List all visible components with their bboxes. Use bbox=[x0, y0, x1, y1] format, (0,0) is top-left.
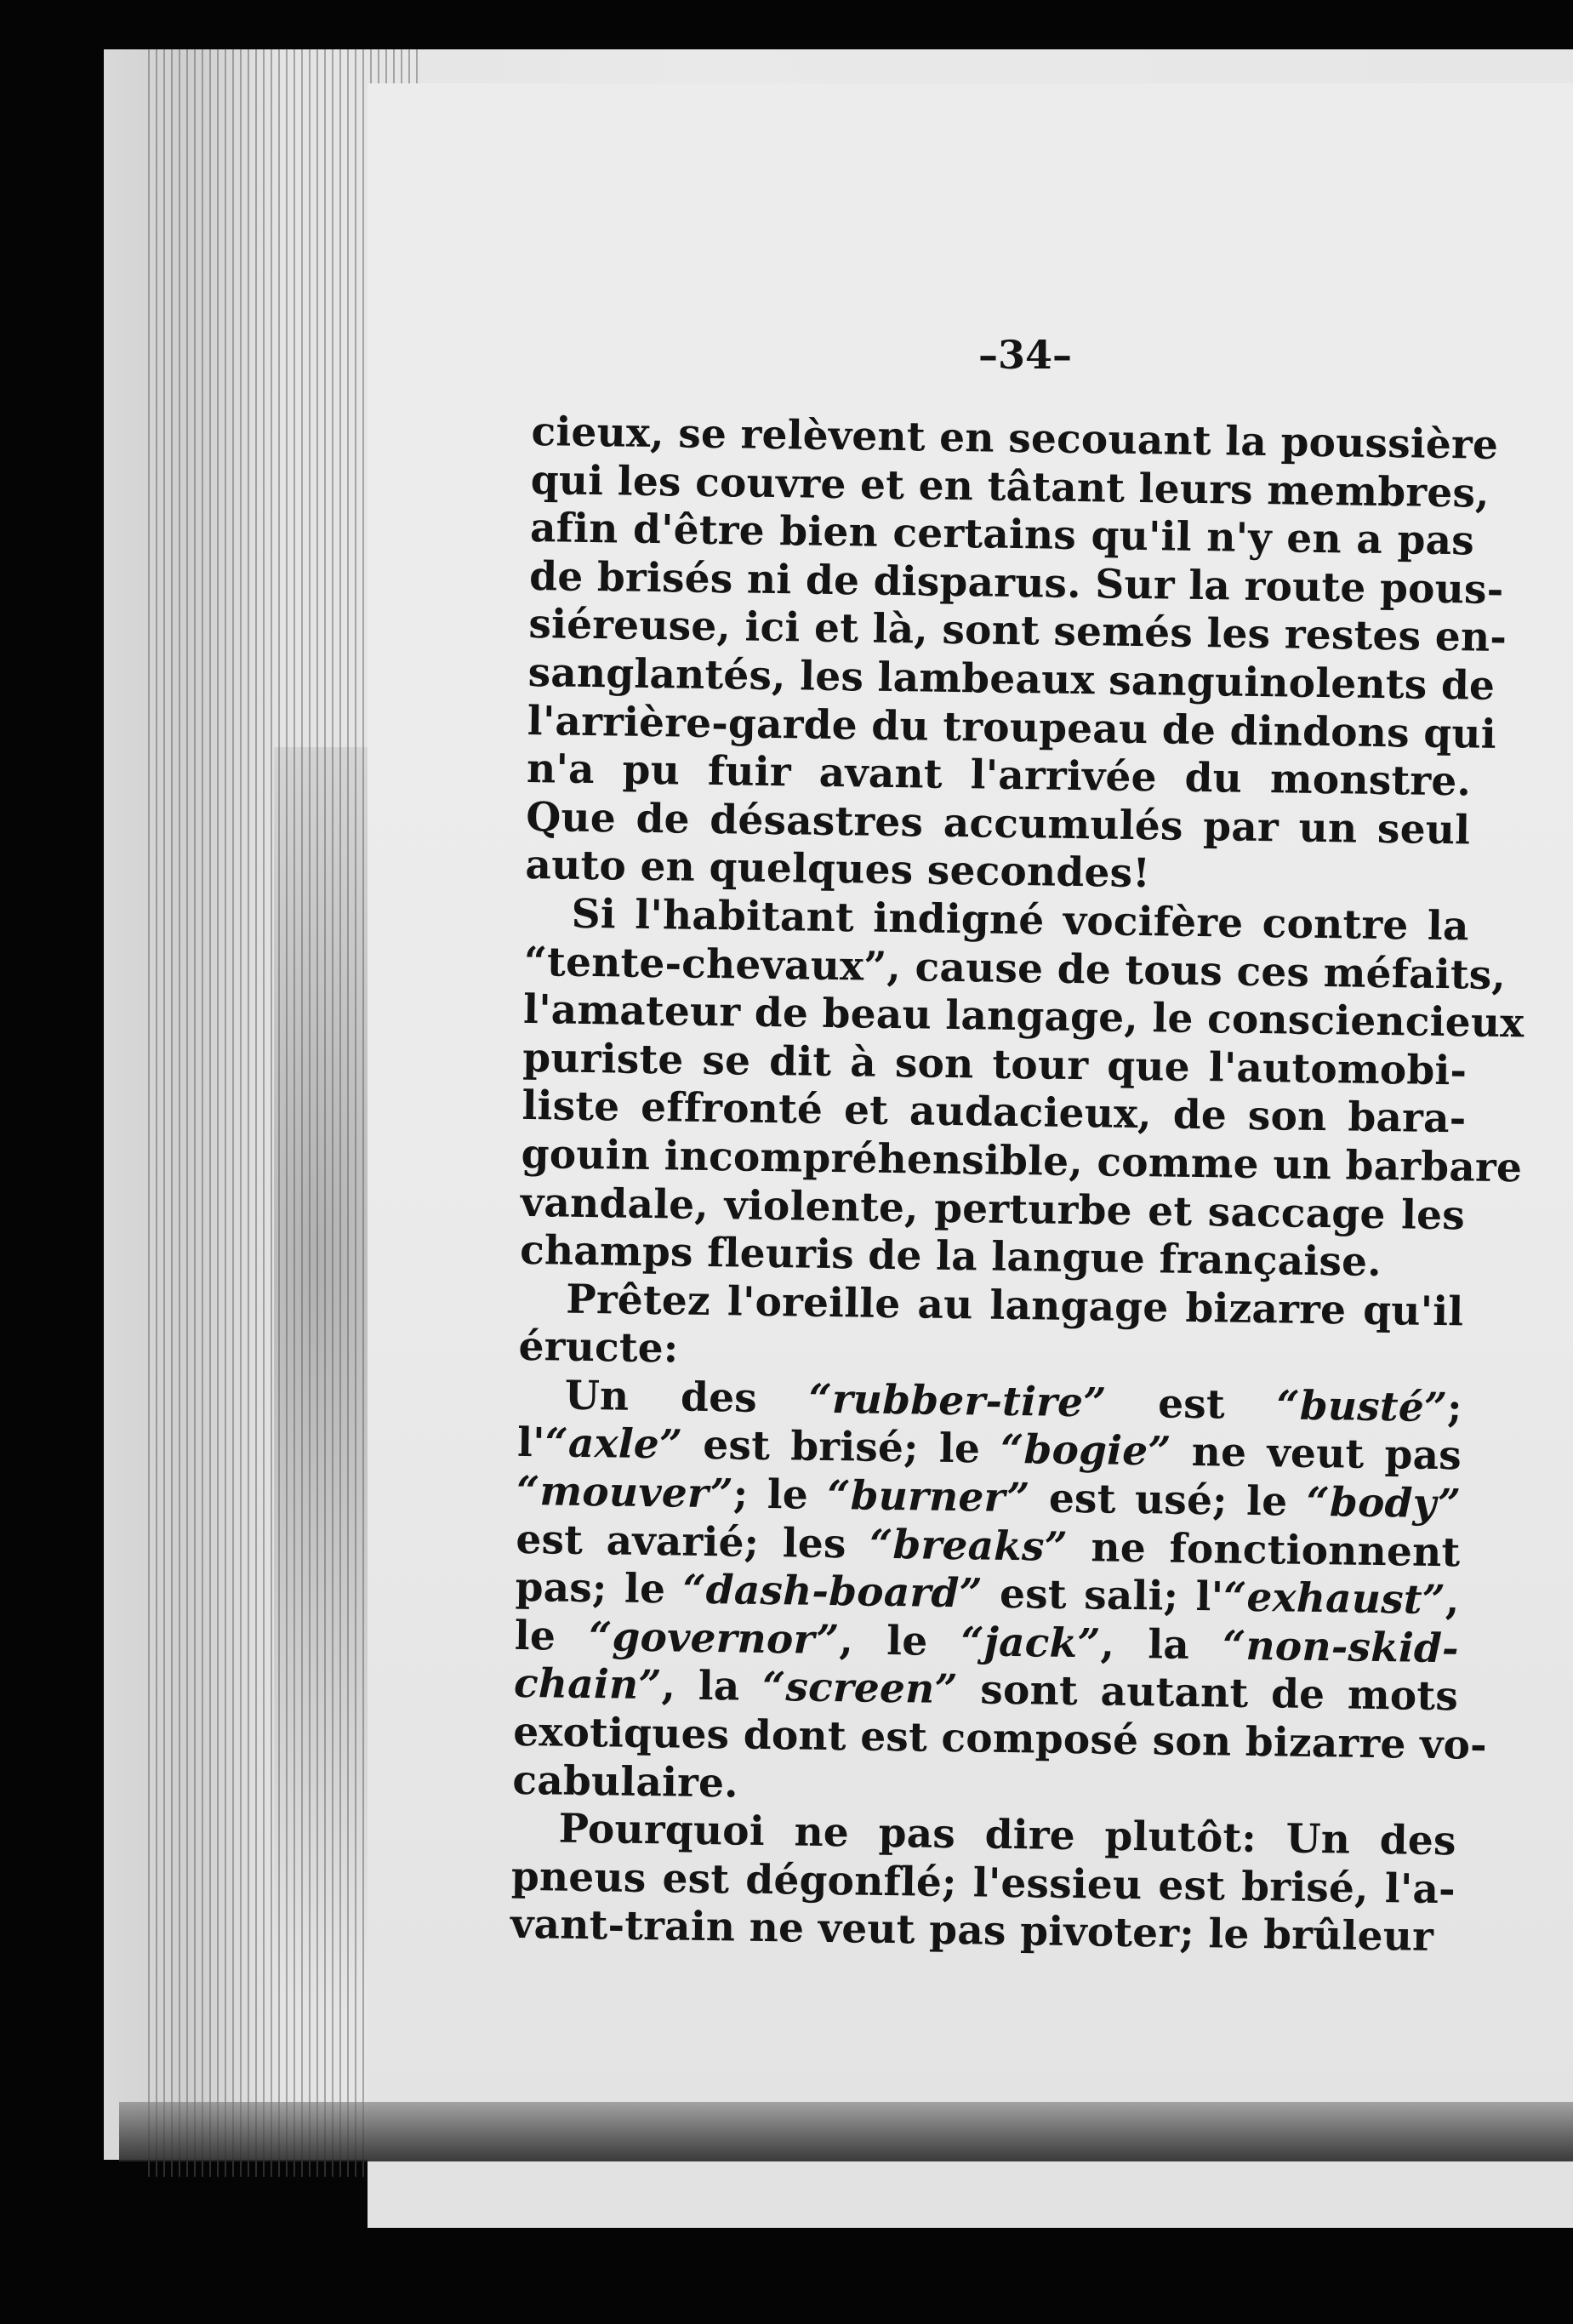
text-line: l'arrière-garde du troupeau de dindons qui bbox=[527, 697, 1497, 758]
text-run: cabulaire. bbox=[512, 1756, 739, 1807]
text-line: liste effronté et audacieux, de son bara- bbox=[521, 1082, 1467, 1143]
italic-term: “rubber-tire” bbox=[808, 1375, 1107, 1427]
italic-term: “axle” bbox=[544, 1419, 683, 1470]
italic-term: “busté” bbox=[1276, 1382, 1448, 1432]
paragraph-3 bbox=[518, 1276, 1463, 1385]
text-line: de brisés ni de disparus. Sur la route pous- bbox=[528, 552, 1504, 614]
page-text bbox=[510, 408, 1525, 1962]
text-line: puriste se dit à son tour que l'automobi- bbox=[521, 1034, 1468, 1095]
italic-term: chain” bbox=[513, 1660, 662, 1710]
italic-term: “burner” bbox=[827, 1472, 1030, 1522]
text-line: afin d'être bien certains qu'il n'y en a pas bbox=[529, 505, 1475, 565]
italic-term: “breaks” bbox=[869, 1521, 1069, 1571]
italic-term: “mouver” bbox=[516, 1467, 734, 1518]
text-line: n'a pu fuir avant l'arrivée du monstre. bbox=[526, 745, 1472, 806]
text-run: est avarié; les bbox=[516, 1516, 870, 1568]
text-line: Si l'habitant indigné vocifère contre la bbox=[571, 890, 1469, 951]
italic-term: “exhaust” bbox=[1222, 1573, 1446, 1625]
text-run: pas; le bbox=[515, 1564, 683, 1613]
text-line: gouin incompréhensible, comme un barbare bbox=[521, 1130, 1523, 1192]
text-run: ne veut pas bbox=[1171, 1429, 1462, 1480]
text-run: l' bbox=[516, 1419, 546, 1467]
text-run: ; le bbox=[732, 1470, 828, 1520]
text-run: , bbox=[1445, 1577, 1460, 1625]
text-run: le bbox=[514, 1612, 590, 1660]
text-run: ; bbox=[1446, 1385, 1463, 1432]
text-run: sont autant de mots bbox=[957, 1666, 1459, 1721]
paragraph-5 bbox=[510, 1805, 1456, 1962]
text-line: éructe: bbox=[518, 1323, 679, 1373]
text-line: cieux, se relèvent en secouant la poussière bbox=[531, 408, 1499, 469]
italic-term: “body” bbox=[1306, 1478, 1462, 1528]
page-number: –34– bbox=[978, 332, 1073, 378]
text-run: est bbox=[1106, 1379, 1277, 1430]
text-run: est sali; l' bbox=[982, 1570, 1224, 1621]
italic-term: “screen” bbox=[761, 1664, 959, 1714]
text-line: “tente-chevaux”, cause de tous ces méfaits, bbox=[523, 938, 1507, 999]
italic-term: “jack” bbox=[960, 1619, 1101, 1668]
text-run: exotiques dont est composé son bizarre vo- bbox=[512, 1708, 1488, 1769]
text-line: Pourquoi ne pas dire plutôt: Un des bbox=[558, 1805, 1456, 1865]
text-line: vandale, violente, perturbe et saccage les bbox=[520, 1179, 1466, 1239]
text-line: sanglantés, les lambeaux sanguinolents de bbox=[527, 648, 1496, 710]
text-line: l'amateur de beau langage, le consciencieux bbox=[522, 986, 1525, 1048]
italic-term: “bogie” bbox=[1000, 1426, 1171, 1476]
text-line: siéreuse, ici et là, sont semés les restes en- bbox=[528, 601, 1507, 662]
text-run: , le bbox=[839, 1617, 962, 1666]
text-run: , la bbox=[1100, 1620, 1223, 1670]
text-line: Prêtez l'oreille au langage bizarre qu'il bbox=[566, 1276, 1464, 1336]
text-run: , la bbox=[661, 1662, 763, 1711]
text-run: Un des bbox=[564, 1372, 810, 1423]
text-run: ne fonctionnent bbox=[1067, 1523, 1461, 1577]
italic-term: “non-skid- bbox=[1222, 1622, 1460, 1673]
text-run: est usé; le bbox=[1029, 1475, 1308, 1526]
text-line: vant-train ne veut pas pivoter; le brûleur bbox=[510, 1901, 1434, 1961]
text-line: qui les couvre et en tâtant leurs membres, bbox=[530, 456, 1490, 517]
page-bottom-shadow bbox=[119, 2102, 1573, 2161]
text-run: est brisé; le bbox=[681, 1422, 1001, 1474]
text-line: champs fleuris de la langue française. bbox=[519, 1227, 1382, 1287]
text-line: Que de désastres accumulés par un seul bbox=[525, 793, 1471, 854]
paragraph-2 bbox=[519, 890, 1525, 1288]
italic-term: “governor” bbox=[588, 1613, 840, 1664]
paragraph-1 bbox=[525, 408, 1507, 903]
paragraph-4 bbox=[512, 1372, 1488, 1819]
text-line: auto en quelques secondes! bbox=[525, 842, 1151, 898]
italic-term: “dash-board” bbox=[682, 1566, 983, 1618]
text-line: pneus est dégonflé; l'essieu est brisé, l'a- bbox=[510, 1853, 1456, 1914]
